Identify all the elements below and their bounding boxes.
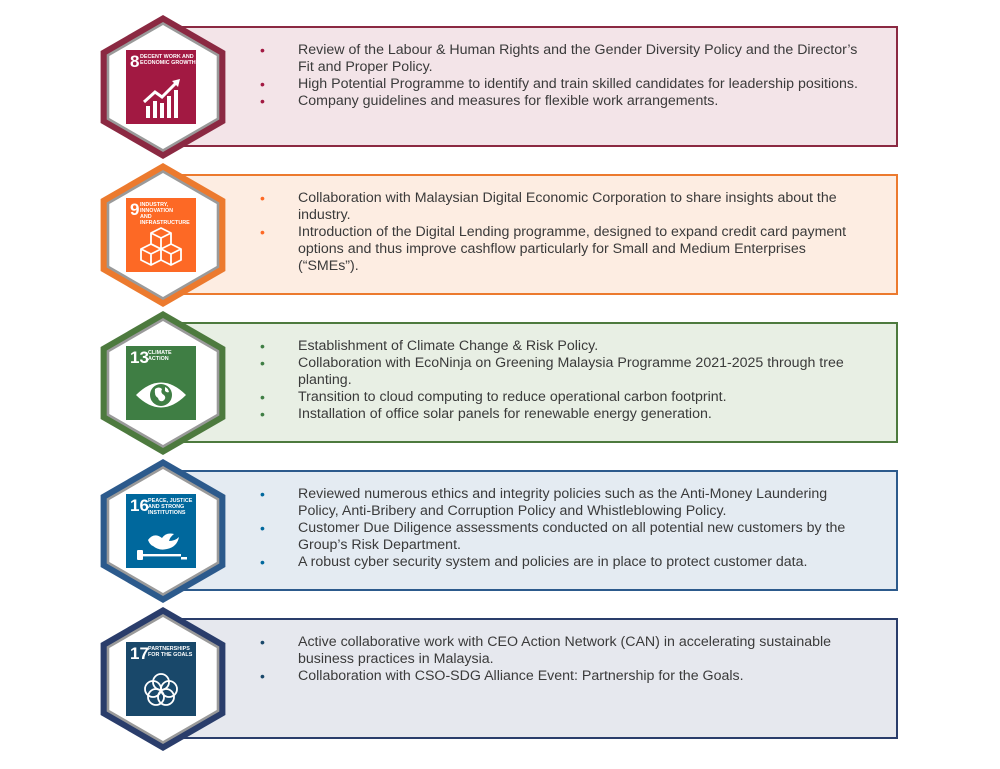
bullet-icon: • xyxy=(260,76,265,92)
sdg-goal-tile xyxy=(126,198,196,272)
bullet-icon: • xyxy=(260,42,265,58)
goal-number: 13 xyxy=(130,347,149,367)
bullet-item xyxy=(260,42,868,76)
goal-panel xyxy=(180,618,898,739)
growth-chart-icon xyxy=(126,76,196,122)
bullet-item xyxy=(260,338,868,355)
bullet-text: Transition to cloud computing to reduce operational carbon footprint. xyxy=(298,389,727,405)
goal-panel xyxy=(180,322,898,443)
bullet-list xyxy=(260,190,868,275)
sdg-goal-tile xyxy=(126,642,196,716)
eye-globe-icon xyxy=(126,372,196,418)
sdg-goal-tile xyxy=(126,50,196,124)
bullet-item xyxy=(260,406,868,423)
goal-panel xyxy=(180,26,898,147)
goal-title: DECENT WORK AND ECONOMIC GROWTH xyxy=(140,53,196,66)
bullet-text: A robust cyber security system and policies are in place to protect customer data. xyxy=(298,554,808,570)
goal-number: 8 xyxy=(130,51,140,71)
goal-title: PARTNERSHIPS FOR THE GOALS xyxy=(148,645,193,658)
bullet-item xyxy=(260,93,868,110)
bullet-icon: • xyxy=(260,668,265,684)
interlinked-rings-icon xyxy=(126,668,196,714)
bullet-icon: • xyxy=(260,224,265,240)
bullet-icon: • xyxy=(260,520,265,536)
bullet-item xyxy=(260,76,868,93)
cubes-icon xyxy=(126,224,196,270)
goal-title: PEACE, JUSTICE AND STRONG INSTITUTIONS xyxy=(148,497,193,516)
bullet-text: High Potential Programme to identify and train skilled candidates for leadership positions. xyxy=(298,76,858,92)
bullet-icon: • xyxy=(260,406,265,422)
bullet-item xyxy=(260,224,868,275)
bullet-text: Establishment of Climate Change & Risk Policy. xyxy=(298,338,599,354)
bullet-text: Review of the Labour & Human Rights and the Gender Diversity Policy and the Director’s Fit and Proper Policy. xyxy=(298,42,858,75)
bullet-item xyxy=(260,355,868,389)
bullet-icon: • xyxy=(260,190,265,206)
bullet-text: Introduction of the Digital Lending programme, designed to expand credit card payment options and thus improve cashflow particularly for Small and Medium Enterprises (“SMEs”). xyxy=(298,224,847,274)
bullet-text: Collaboration with Malaysian Digital Economic Corporation to share insights about the industry. xyxy=(298,190,837,223)
bullet-text: Collaboration with CSO-SDG Alliance Event: Partnership for the Goals. xyxy=(298,668,744,684)
bullet-text: Collaboration with EcoNinja on Greening Malaysia Programme 2021-2025 through tree planting. xyxy=(298,355,844,388)
bullet-icon: • xyxy=(260,554,265,570)
bullet-list xyxy=(260,42,868,110)
dove-gavel-icon xyxy=(126,520,196,566)
bullet-list xyxy=(260,338,868,423)
bullet-item xyxy=(260,486,868,520)
sdg-goal-tile xyxy=(126,346,196,420)
goal-number: 16 xyxy=(130,495,149,515)
bullet-text: Company guidelines and measures for flexible work arrangements. xyxy=(298,93,719,109)
bullet-item xyxy=(260,520,868,554)
bullet-item xyxy=(260,389,868,406)
bullet-item xyxy=(260,554,868,571)
bullet-icon: • xyxy=(260,355,265,371)
bullet-text: Reviewed numerous ethics and integrity policies such as the Anti-Money Laundering Policy, Anti-Bribery and Corruption Policy and Whistleblowing Policy. xyxy=(298,486,828,519)
goal-number: 17 xyxy=(130,643,149,663)
bullet-text: Active collaborative work with CEO Action Network (CAN) in accelerating sustainable business practices in Malaysia. xyxy=(298,634,832,667)
goal-number: 9 xyxy=(130,199,140,219)
goal-title: INDUSTRY, INNOVATION AND INFRASTRUCTURE xyxy=(140,201,190,226)
sdg-goal-tile xyxy=(126,494,196,568)
bullet-icon: • xyxy=(260,389,265,405)
goal-panel xyxy=(180,470,898,591)
bullet-item xyxy=(260,190,868,224)
bullet-icon: • xyxy=(260,486,265,502)
bullet-list xyxy=(260,486,868,571)
bullet-icon: • xyxy=(260,634,265,650)
goal-panel xyxy=(180,174,898,295)
bullet-text: Customer Due Diligence assessments conducted on all potential new customers by the Group’s Risk Department. xyxy=(298,520,846,553)
bullet-item xyxy=(260,668,868,685)
bullet-item xyxy=(260,634,868,668)
bullet-icon: • xyxy=(260,93,265,109)
bullet-list xyxy=(260,634,868,685)
bullet-text: Installation of office solar panels for renewable energy generation. xyxy=(298,406,712,422)
goal-title: CLIMATE ACTION xyxy=(148,349,172,362)
bullet-icon: • xyxy=(260,338,265,354)
